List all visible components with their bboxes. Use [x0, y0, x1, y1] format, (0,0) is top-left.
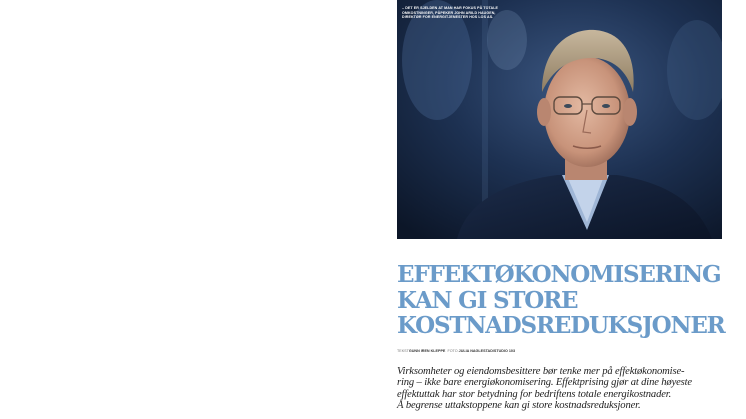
lead-line: effektuttak har stor betydning for bedriftens totale energikostnader.	[397, 388, 672, 400]
lead-line: Å begrense uttakstoppene kan gi store kostnadsreduksjoner.	[397, 399, 641, 411]
lead-line: Virksomheter og eiendomsbesittere bør tenke mer på effektøkonomise-	[397, 366, 685, 377]
photo-credit-label: FOTO	[447, 349, 458, 353]
photographer-name: JULIA NAGLESTAD/STUDIO 103	[458, 349, 515, 353]
photo-caption: – DET ER SJELDEN AT MAN HAR FOKUS PÅ TOTALE OMKOSTNINGER, PÅPEKER JOHN ARILD HAUGEN, DIREKTØR FOR ENERGITJENESTER HOS LOS AS.	[402, 6, 499, 20]
headline-line: KOSTNADSREDUKSJONER	[397, 312, 725, 339]
lead-line: ring – ikke bare energiøkonomisering. Effektprising gjør at dine høyeste	[397, 377, 692, 389]
author-name: GUNN IREN KLEPPE	[408, 349, 446, 353]
headline-line: KAN GI STORE	[397, 286, 578, 314]
headline-line: EFFEKTØKONOMISERING	[397, 261, 721, 288]
byline	[397, 349, 515, 354]
portrait-illustration	[397, 0, 722, 239]
article-lead	[397, 366, 729, 411]
portrait-photo	[397, 0, 722, 239]
article-headline	[397, 262, 737, 339]
text-credit-label: TEKST	[397, 349, 409, 353]
